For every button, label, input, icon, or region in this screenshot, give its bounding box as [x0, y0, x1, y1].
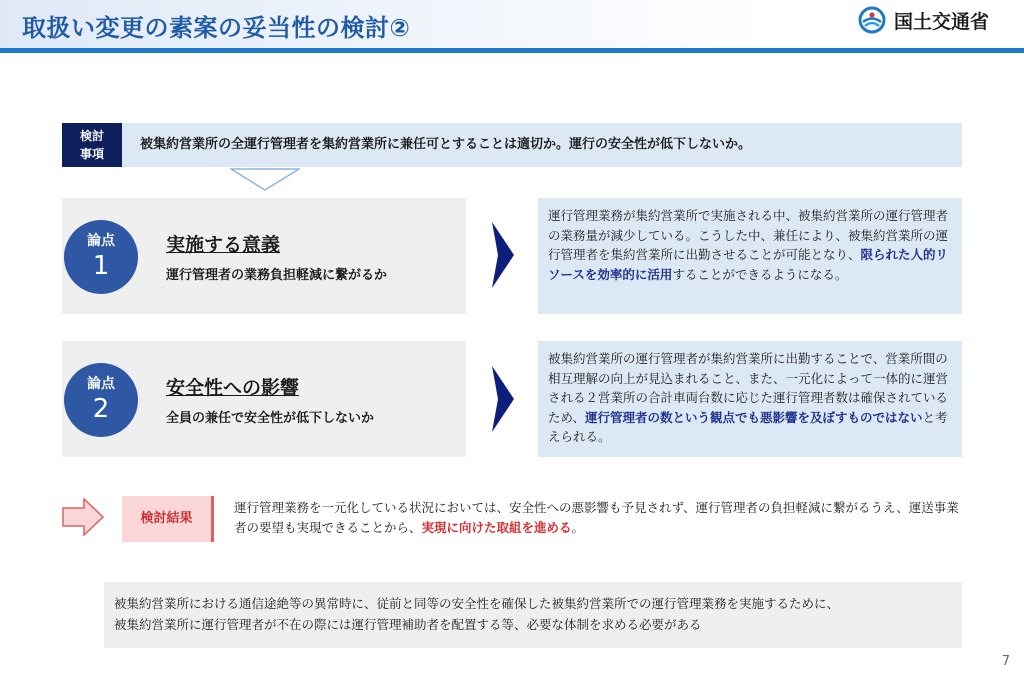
note-line-2: 被集約営業所に運行管理者が不在の際には運行管理補助者を配置する等、必要な体制を求める必要がある	[114, 617, 702, 632]
question-label	[62, 123, 122, 167]
result-text-main: 運行管理業務を一元化している状況においては、安全性への悪影響も予見されず、運行管理者の負担軽減に繋がるうえ、運送事業者の要望も実現できることから、	[234, 500, 959, 535]
ministry-logo	[858, 6, 989, 34]
point-2-badge-label: 論点	[87, 376, 115, 392]
question-box	[62, 123, 962, 167]
chevron-right-icon	[492, 222, 514, 288]
question-text: 被集約営業所の全運行管理者を集約営業所に兼任可とすることは適切か。運行の安全性が低下しないか。	[140, 137, 752, 152]
point-2-title: 安全性への影響	[166, 377, 300, 399]
point-2-subtitle: 全員の兼任で安全性が低下しないか	[166, 411, 375, 426]
point-2-detail-text: 被集約営業所の運行管理者が集約営業所に出勤することで、営業所間の相互理解の向上が見込まれること、また、一元化によって一体的に運営される２営業所の合計車両台数に応じた運行管理者数は確保されているため、	[548, 351, 949, 425]
page-title: 取扱い変更の素案の妥当性の検討②	[22, 14, 411, 42]
point-1-badge	[64, 220, 138, 294]
logo-text: 国土交通省	[894, 10, 990, 33]
note-line-1: 被集約営業所における通信途絶等の異常時に、従前と同等の安全性を確保した被集約営業所での運行管理業務を実施するために、	[114, 596, 840, 611]
point-2-detail-end: と考えられる。	[548, 409, 948, 444]
right-arrow-icon	[62, 498, 104, 536]
page-number: 7	[1001, 654, 1010, 669]
point-2-badge-number: 2	[92, 394, 110, 424]
chevron-right-icon	[492, 366, 514, 432]
point-2-box	[62, 341, 466, 457]
point-1-box	[62, 198, 466, 314]
point-2-detail	[538, 341, 962, 457]
point-1-subtitle: 運行管理者の業務負担軽減に繋がるか	[166, 268, 388, 283]
down-arrow-icon	[230, 168, 300, 192]
result-text-end: 。	[571, 520, 585, 535]
point-1-detail	[538, 198, 962, 314]
question-label-line2: 事項	[79, 147, 104, 161]
point-2-detail-highlight: 運行管理者の数という観点でも悪影響を及ぼすものではない	[585, 409, 923, 425]
point-1-badge-number: 1	[92, 251, 110, 281]
point-1-title: 実施する意義	[166, 234, 281, 256]
result-text	[234, 498, 964, 538]
mlit-logo-icon	[858, 6, 886, 34]
point-1-detail-text: 運行管理業務が集約営業所で実施される中、被集約営業所の運行管理者の業務量が減少している。こうした中、兼任により、被集約営業所の運行管理者を集約営業所に出勤させることが可能となり、	[548, 208, 949, 262]
point-2-badge	[64, 363, 138, 437]
point-1-detail-end: することができるようになる。	[672, 266, 848, 282]
title-underline	[0, 48, 1024, 53]
question-label-line1: 検討	[79, 129, 104, 143]
result-label: 検討結果	[122, 496, 214, 542]
note-box	[104, 582, 962, 648]
point-1-badge-label: 論点	[87, 233, 115, 249]
result-text-highlight: 実現に向けた取組を進める	[421, 520, 572, 535]
point-1-detail-highlight: 限られた人的リソースを効率的に活用	[548, 247, 949, 282]
